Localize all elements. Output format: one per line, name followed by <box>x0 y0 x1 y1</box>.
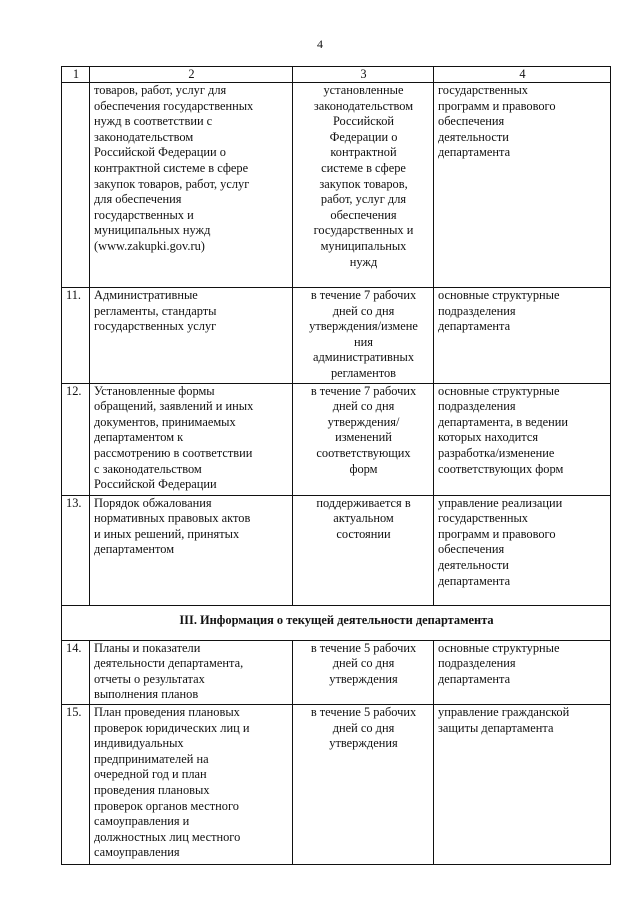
row-info-type: Установленные формы обращений, заявлений и иных документов, принимаемых департаментом к рассмотрению в соответствии с законодательством Российской Федерации <box>90 383 293 495</box>
row-responsible: управление гражданской защиты департамента <box>434 704 611 864</box>
row-responsible: управление реализации государственных программ и правового обеспечения деятельности департамента <box>434 495 611 605</box>
column-number-4: 4 <box>434 67 611 83</box>
section-row <box>62 605 611 640</box>
row-deadline: в течение 7 рабочих дней со дня утверждения/измене ния административных регламентов <box>293 288 434 384</box>
row-responsible: основные структурные подразделения департамента, в ведении которых находится разработка/изменение соответствующих форм <box>434 383 611 495</box>
row-number: 15. <box>62 704 90 864</box>
row-number: 13. <box>62 495 90 605</box>
row-deadline: в течение 7 рабочих дней со дня утверждения/ изменений соответствующих форм <box>293 383 434 495</box>
table-row <box>62 288 611 384</box>
table-row <box>62 640 611 704</box>
row-number: 11. <box>62 288 90 384</box>
table-row <box>62 704 611 864</box>
row-responsible: основные структурные подразделения департамента <box>434 640 611 704</box>
row-info-type: План проведения плановых проверок юридических лиц и индивидуальных предпринимателей на очередной год и план проведения плановых проверок органов местного самоуправления и должностных лиц местного самоуправления <box>90 704 293 864</box>
row-responsible: государственных программ и правового обеспечения деятельности департамента <box>434 83 611 288</box>
row-number: 12. <box>62 383 90 495</box>
row-info-type: товаров, работ, услуг для обеспечения государственных нужд в соответствии с законодательством Российской Федерации о контрактной системе в сфере закупок товаров, работ, услуг для обеспечения государственных и муниципальных нужд (www.zakupki.gov.ru) <box>90 83 293 288</box>
row-deadline: поддерживается в актуальном состоянии <box>293 495 434 605</box>
row-info-type: Административные регламенты, стандарты государственных услуг <box>90 288 293 384</box>
column-number-3: 3 <box>293 67 434 83</box>
column-number-2: 2 <box>90 67 293 83</box>
table-row <box>62 83 611 288</box>
section-title: III. Информация о текущей деятельности департамента <box>62 605 611 640</box>
row-info-type: Планы и показатели деятельности департамента, отчеты о результатах выполнения планов <box>90 640 293 704</box>
info-table <box>61 66 611 865</box>
page-number: 4 <box>317 37 323 51</box>
table-row <box>62 495 611 605</box>
column-number-1: 1 <box>62 67 90 83</box>
row-number <box>62 83 90 288</box>
row-deadline: в течение 5 рабочих дней со дня утверждения <box>293 704 434 864</box>
table-header-row <box>62 67 611 83</box>
row-info-type: Порядок обжалования нормативных правовых актов и иных решений, принятых департаментом <box>90 495 293 605</box>
row-deadline: в течение 5 рабочих дней со дня утверждения <box>293 640 434 704</box>
row-deadline: установленные законодательством Российской Федерации о контрактной системе в сфере закупок товаров, работ, услуг для обеспечения государственных и муниципальных нужд <box>293 83 434 288</box>
row-responsible: основные структурные подразделения департамента <box>434 288 611 384</box>
row-number: 14. <box>62 640 90 704</box>
table-row <box>62 383 611 495</box>
